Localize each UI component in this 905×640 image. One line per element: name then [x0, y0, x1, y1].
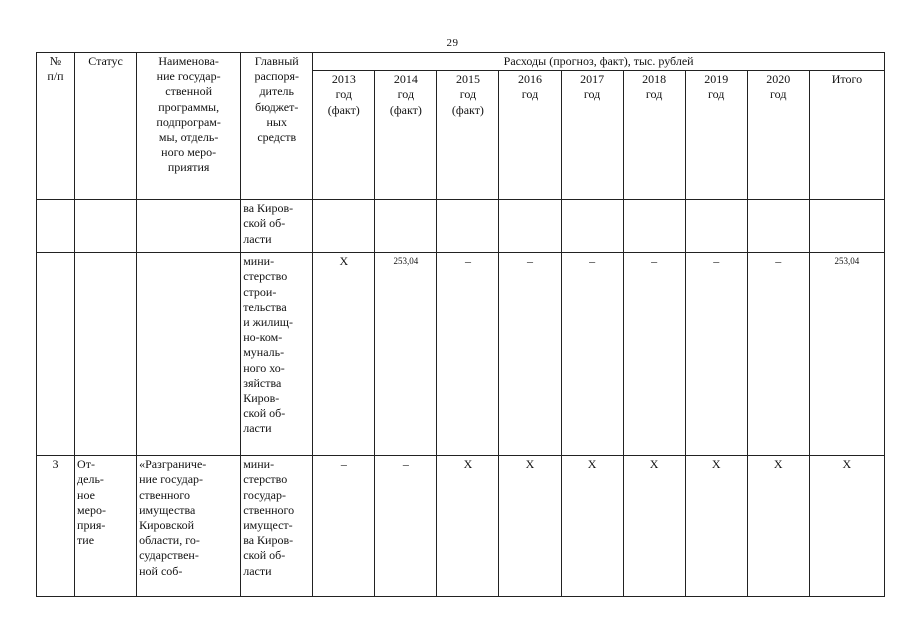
row-value: – [437, 253, 499, 456]
row-responsible: ва Киров- ской об- ласти [241, 200, 313, 253]
row-num [37, 200, 75, 253]
row-responsible: мини- стерство государ- ственного имущест- ва Киров- ской об- ласти [241, 456, 313, 597]
row-value [499, 200, 561, 253]
row-value: Х [623, 456, 685, 597]
header-year: 2016 год [499, 71, 561, 200]
row-status [75, 200, 137, 253]
header-name: Наименова- ние государ- ственной программы, подпрограм- мы, отдель- ного меро- приятия [137, 53, 241, 200]
row-value: Х [747, 456, 809, 597]
row-value: – [747, 253, 809, 456]
header-num: № п/п [37, 53, 75, 200]
row-value: Х [685, 456, 747, 597]
row-value: – [499, 253, 561, 456]
header-responsible: Главный распоря- дитель бюджет- ных средств [241, 53, 313, 200]
header-expenses: Расходы (прогноз, факт), тыс. рублей [313, 53, 885, 71]
row-value [375, 200, 437, 253]
row-value [437, 200, 499, 253]
row-value: – [313, 456, 375, 597]
row-value: Х [437, 456, 499, 597]
row-value: – [623, 253, 685, 456]
row-total [809, 200, 884, 253]
header-total: Итого [809, 71, 884, 200]
table-row [37, 456, 885, 597]
row-value [685, 200, 747, 253]
row-total: Х [809, 456, 884, 597]
header-year: 2019 год [685, 71, 747, 200]
header-year: 2014 год (факт) [375, 71, 437, 200]
row-status [75, 253, 137, 456]
table-header-row [37, 53, 885, 71]
page-number: 29 [446, 37, 459, 49]
row-responsible: мини- стерство строи- тельства и жилищ- но-ком- муналь- ного хо- зяйства Киров- ской об- ласти [241, 253, 313, 456]
row-value [623, 200, 685, 253]
row-value [747, 200, 809, 253]
header-status: Статус [75, 53, 137, 200]
row-name [137, 200, 241, 253]
row-value: 253,04 [375, 253, 437, 456]
table-row [37, 200, 885, 253]
row-value: – [561, 253, 623, 456]
header-year: 2015 год (факт) [437, 71, 499, 200]
row-value: Х [313, 253, 375, 456]
table-row [37, 253, 885, 456]
header-year: 2013 год (факт) [313, 71, 375, 200]
row-num: 3 [37, 456, 75, 597]
row-num [37, 253, 75, 456]
header-year: 2020 год [747, 71, 809, 200]
expenses-table [36, 52, 885, 597]
row-value [313, 200, 375, 253]
row-total: 253,04 [809, 253, 884, 456]
row-name: «Разграниче- ние государ- ственного имущества Кировской области, го- сударствен- ной соб- [137, 456, 241, 597]
header-year: 2018 год [623, 71, 685, 200]
row-value: Х [499, 456, 561, 597]
row-value: – [685, 253, 747, 456]
row-name [137, 253, 241, 456]
row-value: Х [561, 456, 623, 597]
row-value [561, 200, 623, 253]
row-value: – [375, 456, 437, 597]
row-status: От- дель- ное меро- прия- тие [75, 456, 137, 597]
header-year: 2017 год [561, 71, 623, 200]
